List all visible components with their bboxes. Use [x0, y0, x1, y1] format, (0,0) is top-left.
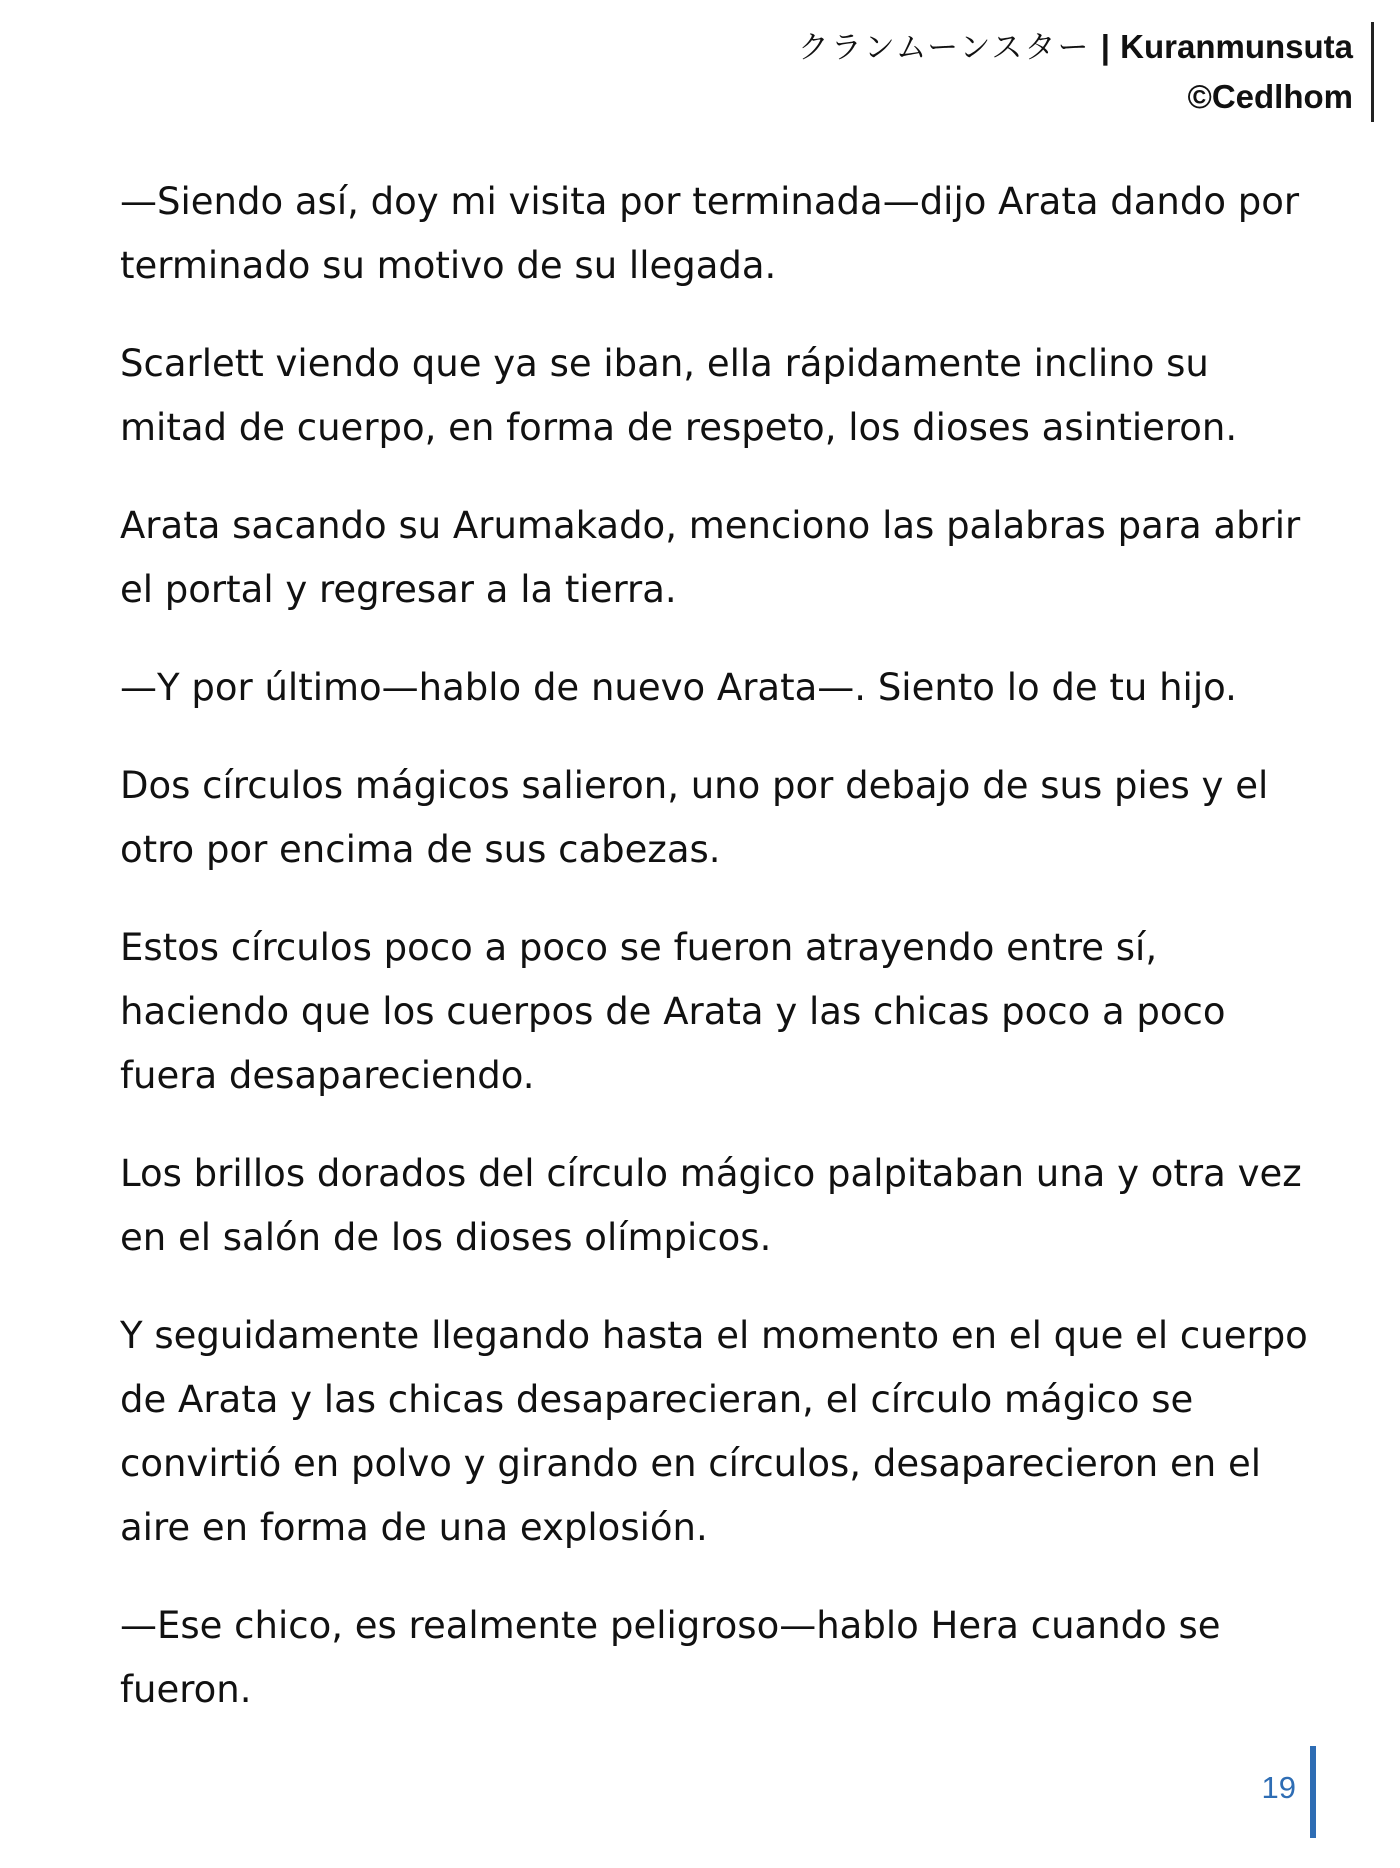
header-copyright: ©Cedlhom [1187, 78, 1353, 115]
header-japanese-title: クランムーンスター [797, 30, 1091, 66]
paragraph: Y seguidamente llegando hasta el momento en el que el cuerpo de Arata y las chicas desaparecieran, el círculo mágico se convirtió en polvo y girando en círculos, desaparecieron en el aire en forma de una explosión. [120, 1314, 1308, 1549]
paragraph: Dos círculos mágicos salieron, uno por debajo de sus pies y el otro por encima de sus cabezas. [120, 764, 1269, 871]
header-separator: | [1100, 28, 1110, 65]
paragraph: Scarlett viendo que ya se iban, ella rápidamente inclino su mitad de cuerpo, en forma de respeto, los dioses asintieron. [120, 342, 1238, 449]
page-body [120, 170, 1320, 1756]
header-book-title: Kuranmunsuta [1120, 28, 1353, 65]
page-header [674, 22, 1374, 122]
paragraph: —Ese chico, es realmente peligroso—hablo Hera cuando se fueron. [120, 1604, 1221, 1711]
page-number: 19 [1261, 1770, 1296, 1805]
paragraph: Los brillos dorados del círculo mágico palpitaban una y otra vez en el salón de los dioses olímpicos. [120, 1152, 1302, 1259]
header-title-line [674, 22, 1353, 73]
paragraph: Arata sacando su Arumakado, menciono las palabras para abrir el portal y regresar a la tierra. [120, 504, 1301, 611]
paragraph: Estos círculos poco a poco se fueron atrayendo entre sí, haciendo que los cuerpos de Arata y las chicas poco a poco fuera desapareciendo. [120, 926, 1226, 1097]
paragraph: —Y por último—hablo de nuevo Arata—. Siento lo de tu hijo. [120, 666, 1237, 709]
paragraph: —Siendo así, doy mi visita por terminada—dijo Arata dando por terminado su motivo de su llegada. [120, 180, 1300, 287]
page-footer [1262, 1746, 1316, 1838]
